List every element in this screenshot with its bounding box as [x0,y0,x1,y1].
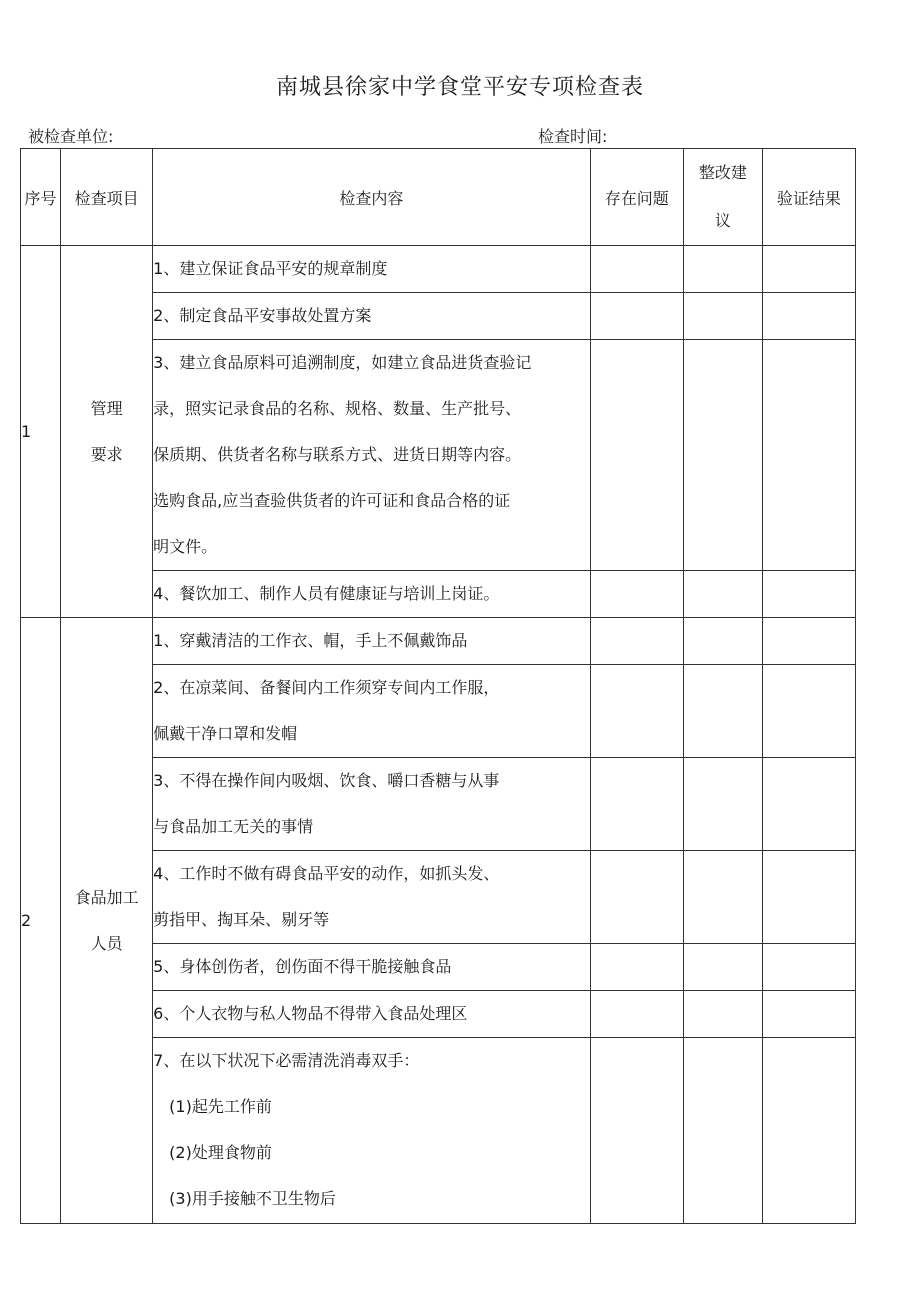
check-content [153,944,591,991]
header-fix [683,149,762,246]
issue-cell[interactable] [590,1038,683,1224]
verify-cell[interactable] [762,1038,855,1224]
fix-cell[interactable] [683,246,762,293]
check-content [153,618,591,665]
check-content-line: 4、工作时不做有碍食品平安的动作，如抓头发、 [153,864,500,883]
header-no: 序号 [21,149,61,246]
fix-cell[interactable] [683,340,762,571]
header-issue: 存在问题 [590,149,683,246]
inspection-time-label: 检查时间: [538,127,608,146]
table-header-row [21,149,856,246]
issue-cell[interactable] [590,293,683,340]
section-item-line1: 食品加工 [74,887,139,907]
header-content: 检查内容 [153,149,591,246]
check-content-line: 3、建立食品原料可追溯制度，如建立食品进货查验记 [153,353,532,372]
check-content-subitem: (1)起先工作前 [169,1097,272,1116]
verify-cell[interactable] [762,665,855,758]
check-content [153,991,591,1038]
inspection-table [20,148,856,1224]
check-content [153,340,591,571]
verify-cell[interactable] [762,851,855,944]
verify-cell[interactable] [762,758,855,851]
issue-cell[interactable] [590,944,683,991]
check-content-line: 3、不得在操作间内吸烟、饮食、嚼口香糖与从事 [153,771,500,790]
check-content-line: 保质期、供货者名称与联系方式、进货日期等内容。 [153,445,522,464]
check-content [153,246,591,293]
check-content [153,851,591,944]
fix-cell[interactable] [683,571,762,618]
verify-cell[interactable] [762,991,855,1038]
section-item-line2: 要求 [90,444,123,464]
fix-cell[interactable] [683,293,762,340]
verify-cell[interactable] [762,293,855,340]
check-content-subitem: (3)用手接触不卫生物后 [169,1189,336,1208]
issue-cell[interactable] [590,991,683,1038]
fix-cell[interactable] [683,758,762,851]
section-number: 1 [21,246,61,618]
check-content-line: 剪指甲、掏耳朵、剔牙等 [153,910,330,929]
fix-cell[interactable] [683,665,762,758]
check-content-subitem: (2)处理食物前 [169,1143,272,1162]
check-content-line: 5、身体创伤者，创伤面不得干脆接触食品 [153,957,452,976]
check-content-line: 2、制定食品平安事故处置方案 [153,306,372,325]
check-content-line: 佩戴干净口罩和发帽 [153,724,298,743]
issue-cell[interactable] [590,758,683,851]
check-content-line: 录，照实记录食品的名称、规格、数量、生产批号、 [153,399,522,418]
verify-cell[interactable] [762,340,855,571]
check-content-line: 与食品加工无关的事情 [153,817,314,836]
issue-cell[interactable] [590,571,683,618]
verify-cell[interactable] [762,618,855,665]
header-verify: 验证结果 [762,149,855,246]
check-content [153,1038,591,1224]
header-fix-line2: 议 [714,211,731,230]
issue-cell[interactable] [590,665,683,758]
check-content-line: 7、在以下状况下必需清洗消毒双手： [153,1051,420,1070]
check-content-line: 明文件。 [153,537,218,556]
issue-cell[interactable] [590,618,683,665]
fix-cell[interactable] [683,944,762,991]
check-content [153,665,591,758]
fix-cell[interactable] [683,991,762,1038]
section-item-line1: 管理 [90,398,123,418]
check-content [153,293,591,340]
check-content-line: 1、穿戴清洁的工作衣、帽，手上不佩戴饰品 [153,631,468,650]
fix-cell[interactable] [683,851,762,944]
check-content [153,571,591,618]
check-content-line: 6、个人衣物与私人物品不得带入食品处理区 [153,1004,468,1023]
verify-cell[interactable] [762,246,855,293]
check-content-line: 2、在凉菜间、备餐间内工作须穿专间内工作服， [153,678,500,697]
check-content-line: 1、建立保证食品平安的规章制度 [153,259,388,278]
table-row [21,618,856,665]
page-title: 南城县徐家中学食堂平安专项检查表 [275,75,644,100]
check-content [153,758,591,851]
table-row [21,246,856,293]
header-fix-line1: 整改建 [698,163,747,182]
section-number: 2 [21,618,61,1224]
fix-cell[interactable] [683,1038,762,1224]
section-item [61,246,153,618]
fix-cell[interactable] [683,618,762,665]
section-item-line2: 人员 [90,933,123,953]
issue-cell[interactable] [590,246,683,293]
issue-cell[interactable] [590,851,683,944]
section-item [61,618,153,1224]
header-item: 检查项目 [61,149,153,246]
table-body [21,246,856,1224]
verify-cell[interactable] [762,944,855,991]
check-content-line: 4、餐饮加工、制作人员有健康证与培训上岗证。 [153,584,500,603]
issue-cell[interactable] [590,340,683,571]
verify-cell[interactable] [762,571,855,618]
inspected-unit-label: 被检查单位: [28,127,114,146]
check-content-line: 选购食品,应当查验供货者的许可证和食品合格的证 [153,491,511,510]
